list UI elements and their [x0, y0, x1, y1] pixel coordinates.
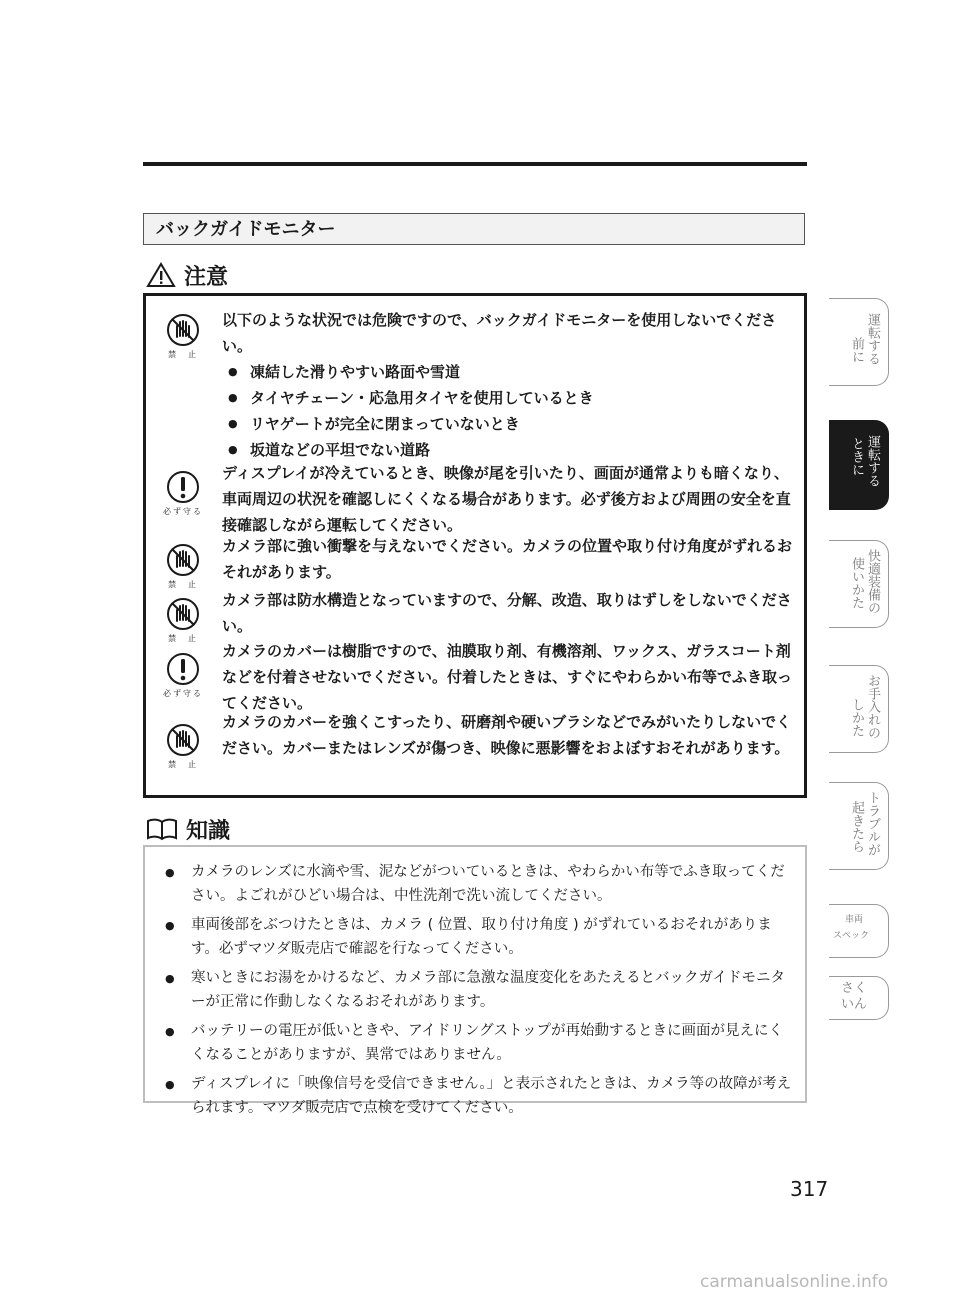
icon-label: 必ず守る [163, 689, 203, 698]
caution-box [143, 293, 807, 798]
icon-label: 禁 止 [168, 760, 198, 769]
side-tab-troubleshooting[interactable] [829, 782, 889, 870]
icon-label: 禁 止 [168, 634, 198, 643]
caution-heading [146, 259, 228, 291]
section-title: バックガイドモニター [143, 213, 805, 245]
caution-text: カメラのカバーは樹脂ですので、油膜取り剤、有機溶剤、ワックス、ガラスコート剤などを付着させないでください。付着したときは、すぐにやわらかい布等でふき取ってください。 [222, 642, 793, 712]
side-tab-line: 運転する [865, 313, 880, 365]
side-tab-maintenance[interactable] [829, 665, 889, 753]
caution-title: 注意 [184, 264, 229, 290]
list-item: ● 車両後部をぶつけたときは、カメラ ( 位置、取り付け角度 ) がずれているおそれがあります。必ずマツダ販売店で確認を行なってください。 [159, 914, 794, 961]
side-tab-vehicle-specs[interactable] [829, 904, 889, 958]
icon-label: 必ず守る [163, 507, 203, 516]
side-tab-line: 運転する [865, 435, 880, 487]
list-item: ● ディスプレイに「映像信号を受信できません。」と表示されたときは、カメラ等の故障が考えられます。マツダ販売店で点検を受けてください。 [159, 1073, 794, 1120]
side-tab-comfort-equipment[interactable] [829, 540, 889, 628]
side-tab-line: さく [841, 981, 868, 996]
icon-label: 禁 止 [168, 580, 198, 589]
caution-text: カメラ部に強い衝撃を与えないでください。カメラの位置や取り付け角度がずれるおそれがあります。 [222, 537, 793, 581]
knowledge-title: 知識 [186, 818, 231, 844]
caution-text: カメラのカバーを強くこすったり、研磨剤や硬いブラシなどでみがいたりしないでください。カバーまたはレンズが傷つき、映像に悪影響をおよぼすおそれがあります。 [222, 713, 792, 757]
caution-text: ディスプレイが冷えているとき、映像が尾を引いたり、画面が通常よりも暗くなり、車両周辺の状況を確認しにくくなる場合があります。必ず後方および周囲の安全を直接確認しながら運転してください。 [222, 464, 791, 534]
list-item: ● カメラのレンズに水滴や雪、泥などがついているときは、やわらかい布等でふき取ってください。よごれがひどい場合は、中性洗剤で洗い流してください。 [159, 861, 794, 908]
side-tab-line: 前に [849, 337, 864, 363]
mandatory-icon [162, 470, 204, 517]
side-tab-while-driving[interactable] [829, 420, 889, 510]
side-tab-line: 快適装備の [865, 549, 880, 614]
knowledge-heading [146, 813, 230, 845]
watermark: carmanualsonline.info [700, 1272, 889, 1292]
knowledge-box [143, 845, 807, 1116]
mandatory-icon [162, 652, 204, 699]
side-tab-line: 起きたら [849, 801, 864, 853]
prohibition-icon [162, 723, 204, 770]
side-tab-index[interactable] [829, 976, 889, 1020]
side-tab-line: ときに [849, 437, 864, 476]
side-tab-line: 車両 [845, 915, 864, 925]
side-tab-line: 使いかた [849, 557, 864, 609]
page-number: 317 [790, 1177, 829, 1201]
side-tab-line: スペック [833, 931, 870, 941]
caution-text: 以下のような状況では危険ですので、バックガイドモニターを使用しないでください。 [222, 311, 777, 355]
icon-label: 禁 止 [168, 350, 198, 359]
side-tab-line: しかた [849, 698, 864, 737]
book-icon [146, 817, 178, 841]
list-item: ● 凍結した滑りやすい路面や雪道 [222, 359, 797, 385]
side-tab-before-driving[interactable] [829, 298, 889, 386]
side-tab-line: お手入れの [865, 674, 880, 739]
list-item: ● リヤゲートが完全に閉まっていないとき [222, 411, 797, 437]
prohibition-icon [162, 543, 204, 590]
list-item: ● バッテリーの電圧が低いときや、アイドリングストップが再始動するときに画面が見えにくくなることがありますが、異常ではありません。 [159, 1020, 794, 1067]
list-item: ● 坂道などの平坦でない道路 [222, 437, 797, 463]
side-tab-line: トラブルが [865, 791, 880, 856]
top-rule [143, 162, 807, 166]
knowledge-list [159, 861, 794, 1120]
prohibition-icon [162, 597, 204, 644]
caution-bullets [222, 359, 797, 463]
side-tab-line: いん [841, 997, 868, 1012]
list-item: ● 寒いときにお湯をかけるなど、カメラ部に急激な温度変化をあたえるとバックガイドモニターが正常に作動しなくなるおそれがあります。 [159, 967, 794, 1014]
list-item: ● タイヤチェーン・応急用タイヤを使用しているとき [222, 385, 797, 411]
prohibition-icon [162, 313, 204, 360]
warning-triangle-icon [146, 262, 176, 288]
caution-text: カメラ部は防水構造となっていますので、分解、改造、取りはずしをしないでください。 [222, 591, 792, 635]
